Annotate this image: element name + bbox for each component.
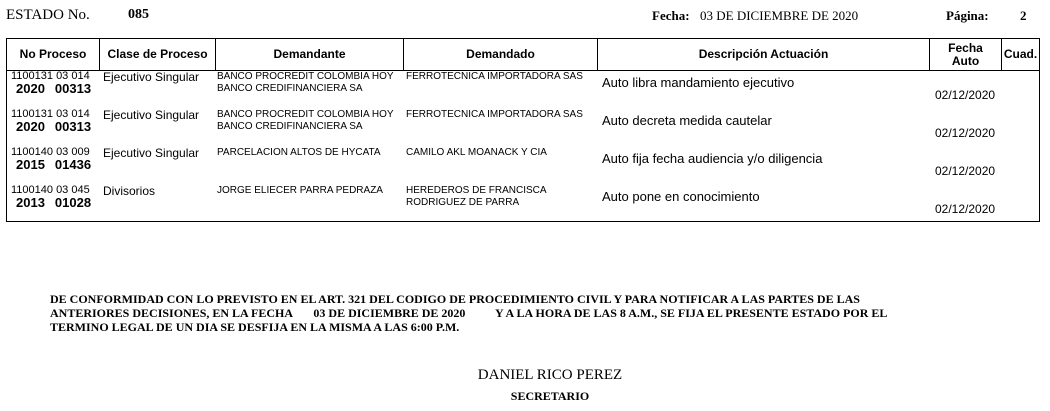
table-row [7, 146, 1039, 184]
descripcion-actuacion: Auto pone en conocimiento [602, 189, 760, 204]
proceso-seq: 00313 [54, 119, 92, 134]
clase-proceso: Divisorios [103, 184, 156, 198]
proceso-code: 1100131 03 014 [11, 70, 90, 82]
proceso-seq: 01028 [54, 195, 92, 210]
table-header [7, 39, 1039, 71]
fecha-auto: 02/12/2020 [935, 126, 996, 140]
legal-notice-line1: DE CONFORMIDAD CON LO PREVISTO EN EL ART. 321 DEL CODIGO DE PROCEDIMIENTO CIVIL Y PARA NOTIFICAR A LAS PARTES DE LAS [50, 292, 860, 306]
legal-notice-line3: TERMINO LEGAL DE UN DIA SE DESFIJA EN LA MISMA A LAS 6:00 P.M. [50, 320, 460, 334]
proceso-seq: 01436 [54, 157, 92, 172]
legal-notice-line2: ANTERIORES DECISIONES, EN LA FECHA 03 DE DICIEMBRE DE 2020 Y A LA HORA DE LAS 8 A.M., SE FIJA EL PRESENTE ESTADO POR EL [50, 306, 888, 320]
col-header-clase: Clase de Proceso [99, 39, 215, 70]
demandante-line1: BANCO PROCREDIT COLOMBIA HOY [217, 71, 394, 82]
descripcion-actuacion: Auto fija fecha audiencia y/o diligencia [602, 151, 823, 166]
demandado-line2: RODRIGUEZ DE PARRA [406, 197, 520, 208]
proceso-code: 1100140 03 045 [11, 184, 90, 196]
proceso-number [16, 81, 91, 96]
legal-notice [50, 292, 980, 334]
fecha-value: 03 DE DICIEMBRE DE 2020 [700, 8, 859, 23]
demandado-line1: CAMILO AKL MOANACK Y CIA [406, 147, 547, 158]
col-header-fecha-line2: Auto [951, 53, 980, 68]
col-header-demandado: Demandado [403, 39, 597, 70]
pagina-label: Página: [946, 8, 989, 23]
proceso-number [16, 119, 91, 134]
table-row [7, 184, 1039, 222]
proceso-number [16, 195, 91, 210]
fecha-auto: 02/12/2020 [935, 164, 996, 178]
demandado [406, 109, 583, 121]
estado-label: ESTADO No. [6, 7, 90, 23]
descripcion-actuacion: Auto libra mandamiento ejecutivo [602, 75, 795, 90]
demandante-line2: BANCO CREDIFINANCIERA SA [217, 83, 363, 94]
demandado-line1: HEREDEROS DE FRANCISCA [406, 185, 547, 196]
demandado-line1: FERROTECNICA IMPORTADORA SAS [406, 71, 583, 82]
proceso-year: 2013 [16, 195, 45, 210]
descripcion-actuacion: Auto decreta medida cautelar [602, 113, 772, 128]
demandante [217, 109, 394, 133]
proceso-number [16, 157, 91, 172]
table-row [7, 108, 1039, 146]
fecha-auto: 02/12/2020 [935, 88, 996, 102]
col-header-fecha-auto [929, 39, 1001, 70]
proceso-year: 2020 [16, 81, 45, 96]
demandante-line1: BANCO PROCREDIT COLOMBIA HOY [217, 109, 394, 120]
demandado [406, 71, 583, 83]
proceso-year: 2015 [16, 157, 45, 172]
clase-proceso: Ejecutivo Singular [103, 70, 200, 84]
col-header-no-proceso: No Proceso [19, 47, 87, 61]
demandante-line2: BANCO CREDIFINANCIERA SA [217, 121, 363, 132]
demandado [406, 147, 547, 159]
col-header-fecha-line1: Fecha [948, 40, 983, 55]
demandante [217, 185, 383, 197]
demandante-line1: JORGE ELIECER PARRA PEDRAZA [217, 185, 383, 196]
col-header-demandante: Demandante [215, 39, 403, 70]
estado-table [6, 38, 1040, 222]
proceso-year: 2020 [16, 119, 45, 134]
demandante [217, 71, 394, 95]
clase-proceso: Ejecutivo Singular [103, 146, 200, 160]
signatory-title: SECRETARIO [510, 389, 590, 403]
pagina-value: 2 [1020, 8, 1027, 23]
fecha-auto: 02/12/2020 [935, 202, 996, 216]
fecha-label: Fecha: [652, 8, 690, 23]
signatory-name: DANIEL RICO PEREZ [477, 367, 623, 383]
demandado [406, 185, 547, 209]
proceso-code: 1100131 03 014 [11, 108, 90, 120]
proceso-seq: 00313 [54, 81, 92, 96]
col-header-cuad: Cuad. [1001, 39, 1039, 70]
proceso-code: 1100140 03 009 [11, 146, 90, 158]
demandante [217, 147, 381, 159]
clase-proceso: Ejecutivo Singular [103, 108, 200, 122]
demandante-line1: PARCELACION ALTOS DE HYCATA [217, 147, 381, 158]
estado-number: 085 [128, 7, 149, 22]
demandado-line1: FERROTECNICA IMPORTADORA SAS [406, 109, 583, 120]
col-header-descripcion: Descripción Actuación [597, 39, 929, 70]
table-row [7, 70, 1039, 108]
